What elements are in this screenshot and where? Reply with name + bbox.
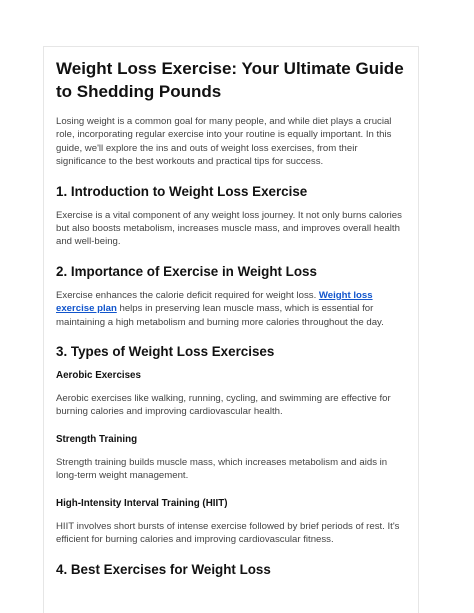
section-3-heading: 3. Types of Weight Loss Exercises bbox=[56, 344, 275, 360]
hiit-heading: High-Intensity Interval Training (HIIT) bbox=[56, 497, 228, 509]
section-1-paragraph: Exercise is a vital component of any weight loss journey. It not only burns calories but also boosts metabolism, increases muscle mass, and improves overall health and well-being. bbox=[56, 209, 402, 248]
strength-paragraph: Strength training builds muscle mass, which increases metabolism and aids in long-term weight management. bbox=[56, 456, 388, 482]
strength-heading: Strength Training bbox=[56, 433, 138, 445]
section-2-heading: 2. Importance of Exercise in Weight Loss bbox=[56, 263, 317, 279]
section-4-heading: 4. Best Exercises for Weight Loss bbox=[56, 561, 271, 577]
intro-paragraph: Losing weight is a common goal for many people, and while diet plays a crucial role, incorporating regular exercise into your routine is equally important. In this guide, we'll explore the ins and outs of weight loss exercises, from their significance to the best workouts and practical tips for success. bbox=[56, 116, 392, 168]
weight-loss-exercise-plan-link[interactable]: Weight loss exercise plan bbox=[56, 289, 373, 315]
document-title: Weight Loss Exercise: Your Ultimate Guide to Shedding Pounds bbox=[56, 59, 404, 101]
hiit-paragraph: HIIT involves short bursts of intense exercise followed by brief periods of rest. It's efficient for burning calories and improving cardiovascular fitness. bbox=[56, 520, 400, 546]
section-1-heading: 1. Introduction to Weight Loss Exercise bbox=[56, 183, 308, 199]
document-page bbox=[43, 46, 419, 613]
aerobic-heading: Aerobic Exercises bbox=[56, 370, 141, 382]
section-2-text-before-link: Exercise enhances the calorie deficit required for weight loss. bbox=[56, 289, 319, 301]
aerobic-paragraph: Aerobic exercises like walking, running, cycling, and swimming are effective for burning calories and improving cardiovascular health. bbox=[56, 393, 391, 418]
section-2-text-after-link: helps in preserving lean muscle mass, which is essential for maintaining a high metabolism and burning more calories throughout the day. bbox=[56, 303, 384, 328]
section-2-paragraph bbox=[56, 289, 406, 329]
